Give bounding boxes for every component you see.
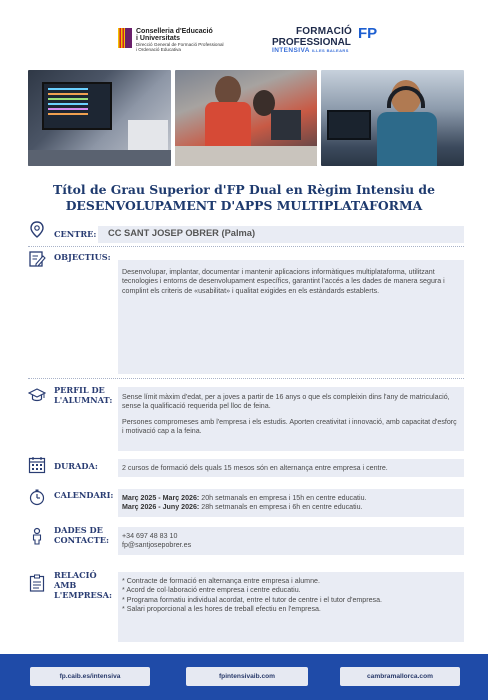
list-item: * Programa formatiu individual acordat, entre el tutor de centre i el tutor d'empresa. xyxy=(122,595,383,604)
calendari-period-2: Març 2026 - Juny 2026: xyxy=(122,503,200,512)
org-dept-line1: Direcció General de Formació Professional xyxy=(136,41,224,47)
centre-label: CENTRE: xyxy=(54,229,97,239)
location-pin-icon xyxy=(28,221,46,239)
footer xyxy=(0,654,488,700)
title-line2: DESENVOLUPAMENT D'APPS MULTIPLATAFORMA xyxy=(65,198,423,213)
graduation-cap-icon xyxy=(28,386,46,404)
calendari-box xyxy=(118,489,464,517)
photo-students-classroom xyxy=(175,70,318,166)
calendari-label: CALENDARI: xyxy=(54,490,114,500)
photo-student-headphones xyxy=(321,70,464,166)
perfil-label-line2: L'ALUMNAT: xyxy=(54,395,113,405)
perfil-paragraph-2: Persones compromeses amb l'empresa i els estudis. Aporten creativitat i innovació, amb capacitat d'esforç i motivació cap a la feina. xyxy=(122,417,457,436)
durada-value: 2 cursos de formació dels quals 15 mesos són en alternança entre empresa i centre. xyxy=(118,459,464,477)
contact-email[interactable]: fp@santjosepobrer.es xyxy=(122,541,192,550)
contacte-label-line2: CONTACTE: xyxy=(54,535,110,545)
calendari-hours-2: 28h setmanals en empresa i 6h en centre educatiu. xyxy=(199,503,363,512)
relacio-label-line2: AMB xyxy=(54,580,77,590)
section-durada xyxy=(28,456,464,480)
stopwatch-icon xyxy=(28,488,46,506)
fp-intensiva-logo: FORMACIÓ PROFESSIONAL INTENSIVA ILLES BALEARS FP xyxy=(272,25,378,54)
section-objectius xyxy=(28,250,464,380)
document-title xyxy=(0,182,488,214)
perfil-paragraph-1: Sense límit màxim d'edat, per a joves a partir de 16 anys o que els compleixin dins l'any de matriculació, sense la qualificació requerida pel lloc de feina. xyxy=(122,393,450,411)
contact-phone[interactable]: +34 697 48 83 10 xyxy=(122,532,178,540)
objectius-label: OBJECTIUS: xyxy=(54,252,111,262)
footer-link-fp-caib[interactable]: fp.caib.es/intensiva xyxy=(30,667,150,686)
list-item: * Salari proporcional a les hores de treball efectiu en l'empresa. xyxy=(122,605,321,614)
section-centre xyxy=(28,221,464,247)
calendari-hours-1: 20h setmanals en empresa i 15h en centre educatiu. xyxy=(199,494,367,502)
clipboard-checklist-icon xyxy=(28,574,46,592)
photo-computer-monitor xyxy=(28,70,171,166)
list-item: * Acord de col·laboració entre empresa i centre educatiu. xyxy=(122,586,301,595)
header xyxy=(0,22,488,62)
section-calendari xyxy=(28,487,464,519)
relacio-box xyxy=(118,572,464,642)
centre-value: CC SANT JOSEP OBRER (Palma) xyxy=(98,226,464,243)
perfil-text-box xyxy=(118,387,464,451)
photo-strip xyxy=(28,70,464,166)
perfil-label-line1: PERFIL DE xyxy=(54,385,105,395)
contacte-box xyxy=(118,527,464,555)
balearic-crest-icon xyxy=(118,28,132,48)
person-icon xyxy=(28,527,46,545)
section-relacio xyxy=(28,568,464,644)
durada-label: DURADA: xyxy=(54,461,98,471)
footer-link-cambramallorca[interactable]: cambramallorca.com xyxy=(340,667,460,686)
section-perfil xyxy=(28,382,464,454)
relacio-label-line1: RELACIÓ xyxy=(54,570,97,580)
footer-link-fpintensivaib[interactable]: fpintensivaib.com xyxy=(186,667,308,686)
section-contacte xyxy=(28,523,464,557)
org-dept-line2: i Ordenació Educativa xyxy=(136,46,181,52)
title-line1: Títol de Grau Superior d'FP Dual en Règim Intensiu de xyxy=(53,182,435,197)
conselleria-logo xyxy=(118,28,224,52)
list-item: * Contracte de formació en alternança entre empresa i alumne. xyxy=(122,577,320,585)
relacio-label-line3: L'EMPRESA: xyxy=(54,590,113,600)
document-pencil-icon xyxy=(28,250,46,268)
calendar-grid-icon xyxy=(28,456,46,474)
objectius-text-box xyxy=(118,260,464,374)
calendari-period-1: Març 2025 - Març 2026: xyxy=(122,494,200,502)
org-name-line2: i Universitats xyxy=(136,35,180,43)
contacte-label-line1: DADES DE xyxy=(54,525,103,535)
org-name-line1: Conselleria d'Educació xyxy=(136,28,213,35)
objectius-text: Desenvolupar, implantar, documentar i mantenir aplicacions informàtiques multiplataforma, utilitzant tecnologies i entorns de desenvolupament específics, garantint l'accés a les dades de manera segura i complint els criteris de «usabilitat» i qualitat exigides en els estàndards establerts. xyxy=(122,268,445,295)
